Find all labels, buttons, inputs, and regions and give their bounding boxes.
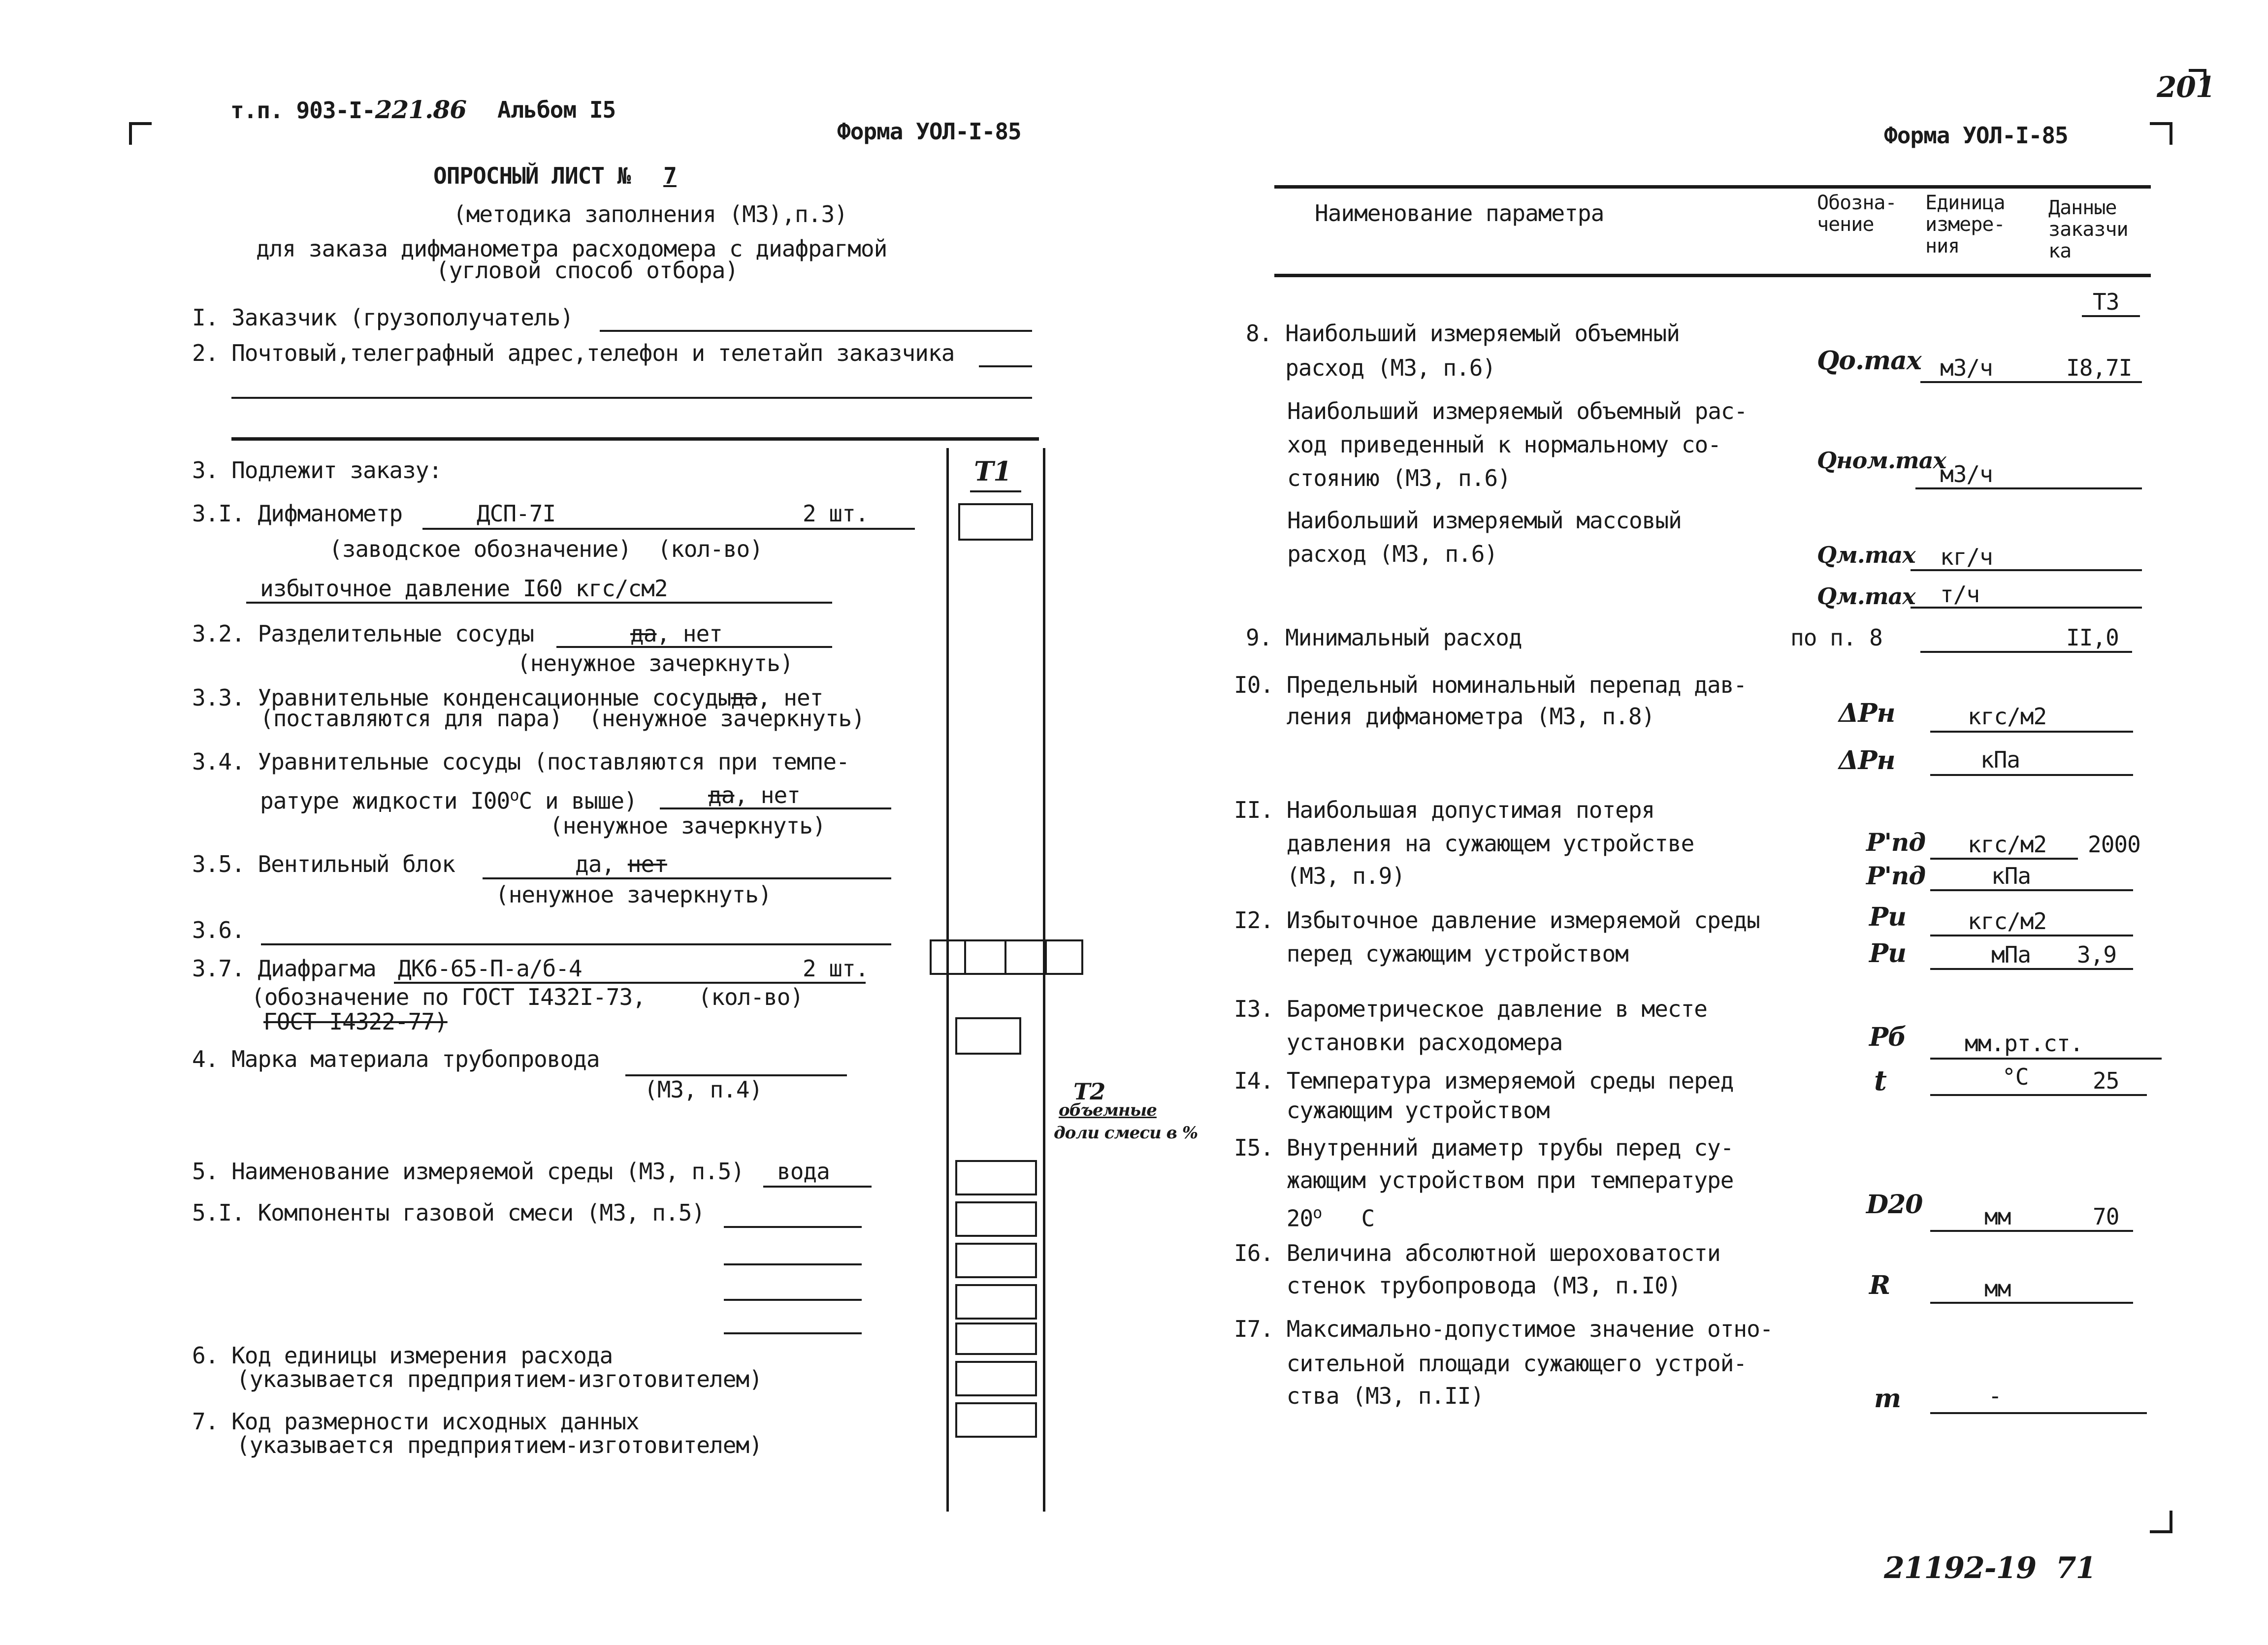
item-3-5-label: 3.5. Вентильный блок: [192, 851, 455, 877]
row-17-value: -: [1988, 1383, 2002, 1409]
item-2-address: 2. Почтовый,телеграфный адрес,телефон и телетайп заказчика: [192, 340, 955, 366]
row-11-value: 2000: [2088, 831, 2140, 858]
data-box-5-1-a[interactable]: [955, 1201, 1037, 1237]
item-5-label: 5. Наименование измеряемой среды (МЗ, п.5): [192, 1158, 745, 1185]
row-15-field[interactable]: [1930, 1230, 2133, 1232]
footer-code: 21192-19 71: [1884, 1551, 2096, 1585]
row-10-field-2[interactable]: [1930, 774, 2133, 776]
row-15-unit: мм: [1984, 1203, 2011, 1230]
item-1-field[interactable]: [600, 330, 1032, 332]
data-box-6[interactable]: [955, 1361, 1037, 1396]
item-3-2-options: да, нет: [630, 620, 722, 647]
row-10-unit-1: кгс/м2: [1968, 703, 2047, 730]
item-4-note: (МЗ, п.4): [644, 1076, 763, 1103]
row-8c-field-2[interactable]: [1911, 607, 2142, 609]
item-3-7-note: (обозначение по ГОСТ I432I-73, (кол-во): [251, 984, 804, 1010]
row-12-symbol-1: Ри: [1869, 902, 1906, 932]
item-3-1-field[interactable]: [422, 528, 915, 530]
form-code-left: Форма УОЛ-I-85: [837, 118, 1021, 145]
row-9-value: II,0: [2066, 624, 2119, 651]
row-8b-name-3: стоянию (МЗ, п.6): [1287, 465, 1511, 491]
item-3-4-field[interactable]: [660, 807, 891, 809]
data-strip-left-border: [946, 448, 949, 1512]
table-header-rule: [1274, 274, 2151, 277]
item-3-2-note: (ненужное зачеркнуть): [517, 650, 793, 677]
row-10-field-1[interactable]: [1930, 731, 2133, 733]
row-12-value: 3,9: [2077, 941, 2117, 968]
item-2-field[interactable]: [979, 365, 1032, 367]
row-8c-field-1[interactable]: [1911, 569, 2142, 571]
row-8b-name: Наибольший измеряемый объемный рас-: [1287, 398, 1748, 424]
row-8c-symbol-1: Qм.max: [1817, 542, 1915, 568]
row-8b-name-2: ход приведенный к нормальному со-: [1287, 431, 1721, 458]
data-box-3-1[interactable]: [958, 503, 1033, 541]
item-3-4-options: да, нет: [708, 782, 800, 808]
item-2-field-line2[interactable]: [231, 397, 1032, 399]
row-17-name-2: сительной площади сужающего устрой-: [1234, 1350, 1747, 1377]
row-12-name-2: перед сужающим устройством: [1234, 940, 1628, 967]
row-17-field[interactable]: [1930, 1412, 2147, 1414]
item-3-7-value: ДК6-65-П-а/б-4: [398, 955, 582, 982]
row-13-name: I3. Барометрическое давление в месте: [1234, 996, 1707, 1022]
row-17-name: I7. Максимально-допустимое значение отно-: [1234, 1316, 1773, 1342]
row-10-unit-2: кПа: [1980, 746, 2020, 773]
item-1-customer: I. Заказчик (грузополучатель): [192, 304, 574, 331]
item-7-label: 7. Код размерности исходных данных: [192, 1408, 639, 1435]
item-3-5-field[interactable]: [483, 877, 891, 879]
row-11-field-1[interactable]: [1930, 858, 2078, 860]
row-11-symbol-2: Р'пд: [1866, 861, 1926, 890]
item-3-3-note: (поставляются для пара) (ненужное зачеркнуть): [260, 705, 865, 732]
row-9-name: 9. Минимальный расход: [1246, 624, 1522, 651]
table-top-rule: [1274, 185, 2151, 189]
item-5-1-field-2[interactable]: [724, 1263, 862, 1265]
album-number: Альбом I5: [497, 97, 616, 123]
t2-note-1: объемные: [1059, 1100, 1157, 1120]
item-3-7-qty: 2 шт.: [803, 955, 869, 982]
row-16-unit: мм: [1984, 1275, 2011, 1302]
subtitle-method: (методика заполнения (МЗ),п.3): [453, 201, 847, 227]
row-11-name: II. Наибольшая допустимая потеря: [1234, 797, 1655, 823]
data-box-4[interactable]: [955, 1017, 1021, 1055]
item-3-1-extra-field[interactable]: [246, 602, 832, 604]
row-11-symbol-1: Р'пд: [1866, 828, 1926, 857]
row-8-name: 8. Наибольший измеряемый объемный: [1246, 320, 1680, 347]
row-11-unit-1: кгс/м2: [1968, 831, 2047, 858]
item-3-6-field[interactable]: [261, 943, 891, 945]
row-11-unit-2: кПа: [1991, 863, 2031, 889]
item-3-1-note: (заводское обозначение) (кол-во): [329, 536, 763, 562]
questionnaire-title: ОПРОСНЫЙ ЛИСТ № 7: [433, 162, 677, 189]
col-header-unit: Единица измере- ния: [1925, 192, 2005, 258]
row-8-value: I8,7I: [2066, 355, 2132, 381]
t1-label: Т1: [974, 455, 1011, 487]
data-box-5-1-b[interactable]: [955, 1243, 1037, 1278]
row-14-symbol: t: [1874, 1064, 1886, 1097]
corner-mark-top-right: [2150, 122, 2172, 145]
item-3-1-qty: 2 шт.: [803, 500, 869, 527]
row-11-name-3: (МЗ, п.9): [1234, 863, 1405, 889]
item-3-1-value: ДСП-7I: [477, 500, 556, 527]
item-3-4-label-2: ратуре жидкости I00$^o$C и выше): [260, 786, 637, 814]
row-11-field-2[interactable]: [1930, 889, 2133, 891]
t2-label: Т2: [1073, 1078, 1105, 1105]
item-5-1-label: 5.I. Компоненты газовой смеси (МЗ, п.5): [192, 1199, 705, 1226]
item-7-note: (указывается предприятием-изготовителем): [236, 1432, 762, 1458]
row-14-unit: °С: [2002, 1064, 2029, 1090]
project-number: т.п. 903-I-221.86: [230, 95, 466, 124]
row-16-symbol: R: [1869, 1270, 1890, 1300]
corner-mark-top-left: [129, 122, 152, 145]
subtitle-method-type: (угловой способ отбора): [436, 257, 738, 284]
row-8c-unit-1: кг/ч: [1940, 544, 1993, 570]
data-box-5-1-d[interactable]: [955, 1322, 1037, 1355]
row-13-unit: мм.рт.ст.: [1965, 1030, 2083, 1057]
row-15-name-2: жающим устройством при температуре: [1234, 1167, 1734, 1193]
t3-label: Т3: [2093, 289, 2119, 315]
row-8-symbol: Qо.max: [1817, 346, 1921, 376]
row-8c-unit-2: т/ч: [1940, 581, 1980, 608]
item-3-1-extra: избыточное давление I60 кгс/см2: [260, 575, 668, 602]
row-14-value: 25: [2093, 1067, 2119, 1094]
col-header-data: Данные заказчи ка: [2048, 196, 2128, 262]
item-5-1-field[interactable]: [724, 1226, 862, 1228]
item-3-2-field[interactable]: [556, 646, 832, 648]
item-3-6-label: 3.6.: [192, 917, 245, 943]
item-5-1-field-4[interactable]: [724, 1332, 862, 1334]
row-8-unit: м3/ч: [1940, 355, 1993, 381]
row-15-name: I5. Внутренний диаметр трубы перед су-: [1234, 1134, 1734, 1161]
data-box-5-1-c[interactable]: [955, 1284, 1037, 1320]
row-17-symbol: m: [1874, 1384, 1901, 1414]
data-strip-right-border: [1043, 448, 1045, 1512]
row-13-name-2: установки расходомера: [1234, 1029, 1563, 1056]
row-16-name-2: стенок трубопровода (МЗ, п.I0): [1234, 1272, 1681, 1299]
row-15-value: 70: [2093, 1203, 2119, 1230]
data-box-3-7-div-1: [964, 939, 966, 975]
row-12-field-2[interactable]: [1930, 968, 2133, 970]
item-3-order: 3. Подлежит заказу:: [192, 457, 442, 484]
row-12-symbol-2: Ри: [1869, 938, 1906, 968]
item-5-field[interactable]: [763, 1186, 872, 1188]
row-13-field[interactable]: [1930, 1058, 2162, 1060]
form-code-right: Форма УОЛ-I-85: [1884, 122, 2068, 149]
item-3-2-label: 3.2. Разделительные сосуды: [192, 620, 534, 647]
item-3-5-note: (ненужное зачеркнуть): [495, 881, 772, 908]
row-8-field[interactable]: [1920, 381, 2142, 383]
data-box-3-7-div-3: [1045, 939, 1047, 975]
row-9-field[interactable]: [1920, 651, 2132, 653]
row-10-symbol: ΔРн: [1839, 698, 1895, 728]
item-6-note: (указывается предприятием-изготовителем): [236, 1366, 762, 1392]
item-3-7-strike: ГОСТ I4322-77): [263, 1008, 448, 1035]
item-6-label: 6. Код единицы измерения расхода: [192, 1342, 613, 1369]
item-5-value: вода: [777, 1158, 830, 1185]
item-3-3-label: 3.3. Уравнительные конденсационные сосудыда, нет: [192, 684, 823, 711]
item-3-5-options: да, нет: [575, 851, 667, 877]
row-8c-name: Наибольший измеряемый массовый: [1287, 507, 1682, 534]
row-17-name-3: ства (МЗ, п.II): [1234, 1383, 1484, 1409]
col-header-param: Наименование параметра: [1315, 200, 1604, 226]
item-3-4-label: 3.4. Уравнительные сосуды (поставляются при темпе-: [192, 748, 849, 775]
page-number: 201: [2157, 70, 2215, 104]
row-14-field[interactable]: [1930, 1094, 2147, 1096]
row-15-name-3: 20$^o$ С: [1234, 1203, 1375, 1232]
col-header-symbol: Обозна- чение: [1817, 192, 1897, 236]
t2-note-2: доли смеси в %: [1054, 1123, 1198, 1143]
item-3-4-note: (ненужное зачеркнуть): [550, 812, 826, 839]
row-8b-symbol: Qном.max: [1817, 447, 1946, 474]
t1-underline: [970, 490, 1021, 492]
row-12-name: I2. Избыточное давление измеряемой среды: [1234, 907, 1760, 934]
row-10-name-2: ления дифманометра (МЗ, п.8): [1234, 703, 1655, 730]
data-box-3-7-div-2: [1004, 939, 1006, 975]
item-4-label: 4. Марка материала трубопровода: [192, 1046, 600, 1072]
row-16-name: I6. Величина абсолютной шероховатости: [1234, 1240, 1720, 1266]
row-8c-name-2: расход (МЗ, п.6): [1287, 541, 1498, 567]
row-8-name-2: расход (МЗ, п.6): [1246, 355, 1496, 381]
data-box-5[interactable]: [955, 1160, 1037, 1195]
row-8b-field[interactable]: [1915, 487, 2142, 489]
item-2-field-line3[interactable]: [231, 437, 1039, 441]
item-3-7-label: 3.7. Диафрагма: [192, 955, 376, 982]
row-8c-symbol-2: Qм.max: [1817, 583, 1915, 610]
row-14-name: I4. Температура измеряемой среды перед: [1234, 1067, 1734, 1094]
row-13-symbol: Рб: [1869, 1022, 1906, 1052]
row-8b-unit: м3/ч: [1940, 461, 1993, 487]
row-12-field-1[interactable]: [1930, 935, 2133, 936]
subtitle-purpose: для заказа дифманометра расходомера с диафрагмой: [256, 235, 887, 262]
row-14-name-2: сужающим устройством: [1234, 1097, 1550, 1124]
t3-underline: [2082, 315, 2140, 317]
corner-mark-bottom-right: [2150, 1511, 2172, 1533]
row-11-name-2: давления на сужающем устройстве: [1234, 830, 1694, 857]
row-12-unit-1: кгс/м2: [1968, 908, 2047, 935]
data-box-3-7[interactable]: [930, 939, 1083, 975]
row-15-symbol: D20: [1866, 1190, 1923, 1220]
data-box-7[interactable]: [955, 1402, 1037, 1438]
item-3-1-label: 3.I. Дифманометр: [192, 500, 403, 527]
item-5-1-field-3[interactable]: [724, 1299, 862, 1301]
row-16-field[interactable]: [1930, 1302, 2133, 1304]
row-12-unit-2: мПа: [1991, 941, 2031, 968]
row-10-symbol-2: ΔРн: [1839, 745, 1895, 775]
row-10-name: I0. Предельный номинальный перепад дав-: [1234, 672, 1747, 698]
row-9-ref: по п. 8: [1790, 624, 1882, 651]
